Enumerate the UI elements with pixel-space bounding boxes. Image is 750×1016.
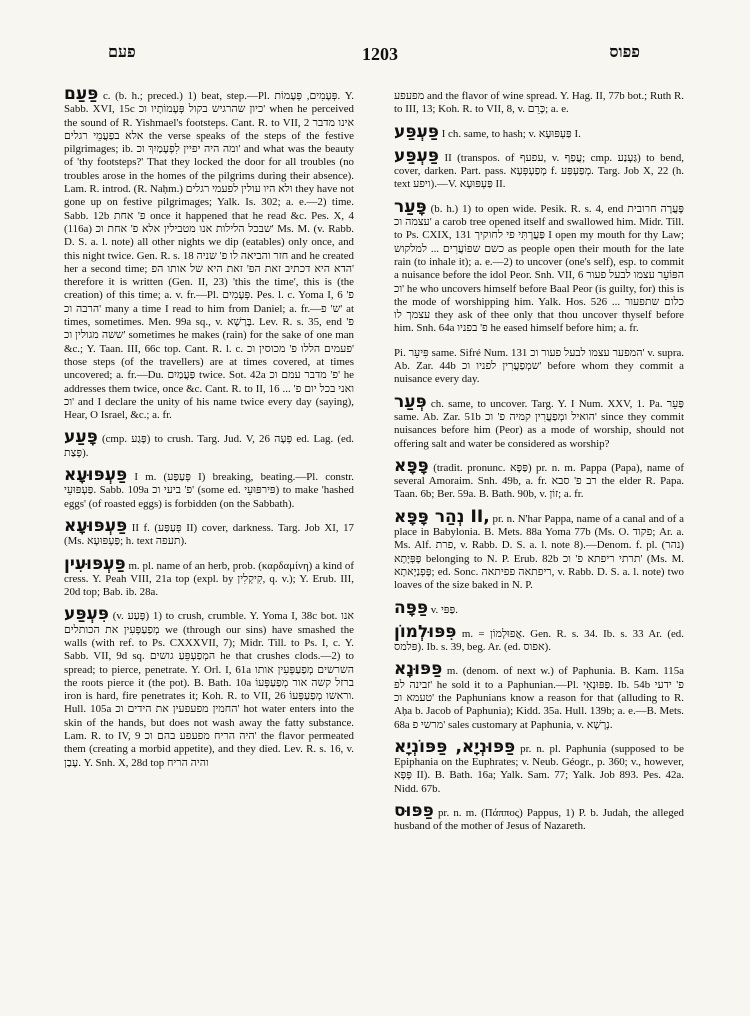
headword: פַּפּוּנְיָא, פַּפּוֹנְיָא [394, 736, 516, 757]
entry [394, 661, 684, 731]
entry-text: m. pl. name of an herb, prob. (καρδαμίνη) a kind of cress. Y. Peah VIII, 21a top (expl. by קִיקְלִין, q. v.); Y. Erub. III, 20d top; Bab. ib. 28a. [64, 559, 354, 599]
entry-text: ch. same, to uncover. Targ. Y. I Num. XXV, 1. Pa. פַּעֵר same. Ab. Zar. 51b הואיל ומְפַעֲרִין קמיה פ' וכ' since they commit nuisances before him (Peor) as a mode of worship, should not offering salt and water be considered as worship? [394, 397, 684, 450]
entry-text: מפעפע and the flavor of wine spread. Y. Hag. II, 77b bot.; Ruth R. to III, 13; Koh. R. to VII, 8, v. כָּרֵם; a. e. [394, 90, 684, 116]
entry [64, 86, 354, 422]
entry [394, 343, 684, 387]
headword: פִּעְפַּע [64, 604, 109, 625]
entry [394, 803, 684, 834]
entry-text: m. = אֲפוּלְמוֹן. Gen. R. s. 34. Ib. s. 33 Ar. (ed. פּלמס). Ib. s. 39, beg. Ar. (ed. אפוס). [394, 627, 684, 654]
entry [394, 196, 684, 336]
entry-text: I m. (פְּעַפַּע I) breaking, beating.—Pl. constr. פַּעְפּוּעֵי. Sabb. 109a פ' ביעי וכ' (some ed. פּירפּוּעֵי) to make 'hashed eggs' (of roasted eggs) is forbidden (on the Sabbath). [64, 471, 354, 510]
headword: נְהַר פָּפָּא II, [394, 506, 490, 527]
entry [394, 506, 684, 593]
headword: פַּפָּה [394, 597, 429, 618]
headword: פַּפּוּס [394, 801, 434, 822]
headword: פָּעַר [394, 196, 427, 217]
entry [394, 391, 684, 451]
entry-text: pr. n. m. (Πάππος) Pappus, 1) P. b. Judah, the alleged husband of the mother of Jesus of Nazareth. [394, 807, 684, 833]
entry [64, 429, 354, 460]
entry-text: m. (denom. of next w.) of Paphunia. B. Kam. 115a זבינה לפ' he sold it to a Paphunian.—Pl. פַּפּוּנָאֵי. Ib. 54b פ' ידעי טעמא וכ' the Paphunians know a reason for that (alluding to R. Aḥa b. Jacob of Paphunia); Kidd. 35a. Hull. 139b; a. e.—B. Mets. 68a מרשי פ' sales customary at Paphunia, v. נְרָשָׁא. [394, 665, 684, 731]
entry-text: I ch. same, to hash; v. פַּעְפּוּעָא I. [438, 127, 581, 140]
right-column [394, 86, 684, 1006]
headword: פָּפָּא [394, 455, 429, 476]
page-header [60, 44, 700, 68]
entry-text: (b. h.) 1) to open wide. Pesik. R. s. 4, end פָּעֲרָה חרובית עצמה וכ' a carob tree opened itself and swallowed him. Midr. Till. to Ps. CXIX, 131 פַּעֲרְתִּי פי לחוקיך I open my mouth for thy Law; כשם שפוֹעֲרִים ... למלקוש as people open their mouth for the late rain (to inhale it); a. e.—2) to uncover (one's self), esp. to commit a nuisance before the idol Peor. Snh. VII, 6 הפּוֹעֵר עצמו לבעל פעור וכ' he who uncovers himself before Baal Peor (is guilty, for) this is the mode of worshipping him. Yalk. Hos. 526 ... כלום שתפעור עצמך לו they ask of thee only that thou uncover thyself before him. Snh. 64a פ' בפניו he eased himself before him; a. fr. [394, 202, 684, 335]
entry [394, 455, 684, 502]
header-catchword-left: פעם [108, 44, 136, 61]
headword: פַּפּוּנָא [394, 659, 443, 680]
entry [394, 597, 684, 618]
entry [394, 145, 684, 192]
entry-text: (cmp. פָּגַע) to crush. Targ. Jud. V, 26 פְּעָה ed. Lag. (ed. פָּצַת). [64, 433, 354, 459]
headword: פַּעַם [64, 86, 99, 104]
entry [64, 467, 354, 511]
headword: פַּעְפּוּעָא [64, 515, 128, 536]
header-catchword-right: פפוס [609, 44, 640, 61]
entry [394, 736, 684, 796]
headword: פַּעְפּוּעָא [64, 465, 128, 486]
entry-text: v. פַּפּי. [428, 603, 458, 616]
headword: פַּעְפַּע [394, 145, 439, 166]
entry-text: II (transpos. of עפעף, v. עֲפַף; cmp. גַּעְנַע) to bend, cover, darken. Part. pass. מְפַעְפְּעָא f. מְפַעְפַּע. Targ. Job X, 22 (h. text ויפע).—V. פַּעְפּוּעָא II. [394, 151, 684, 191]
entry-text: II f. (פְּעַפַּע II) cover, darkness. Targ. Job XI, 17 (Ms. פַּעְפּוּעָא; h. text תעפה). [64, 521, 354, 548]
entry-text: Pi. פִּיעֵר same. Sifré Num. 131 המפער עצמו לבעל פעור וכ' v. supra. Ab. Zar. 44b שמְפַעֲרִין לפניו וכ' before whom they commit a nuisance every day. [394, 346, 684, 386]
entry-text: pr. n. N'har Pappa, name of a canal and of a place in Babylonia. B. Mets. 88a Yoma 77b (Ms. O. פקוד; Ar. a. Ms. Alf. פרת, v. Rabb. D. S. a. l. note 8).—Denom. f. pl. (נהר) פָּפְּיָתָא belonging to N. P. Erub. 82b תרתי ריפתא פ' וכ' (Ms. M. פָּפְנַיָאתָא; ed. Sonc. ריפתאה פפיתאה, v. Rabb. D. S. a. l. note) two loaves of the size baked in N. P. [394, 512, 684, 592]
left-column [64, 86, 354, 1006]
entry-text: (tradit. pronunc. פַּפָּא) pr. n. m. Pappa (Papa), name of several Amoraim. Snh. 49b, a. fr. רב פ' סבא the elder R. Papa. Taan. 6b; Ber. 59a. B. Bath. 90b, v. זוֹן; a. fr. [394, 461, 684, 501]
entry [64, 553, 354, 600]
headword: פָּעַע [64, 427, 98, 448]
headword: פַּעְפּוּעִין [64, 553, 126, 574]
entry-text: c. (b. h.; preced.) 1) beat, step.—Pl. פְּעָמִים, פְּעָמוֹת. Y. Sabb. XVI, 15c כיון שהרגיש בקול פְּעָמוֹתָיו וכ' when he perceived the sound of R. Yishmael's footsteps. Cant. R. to VII, 2 אינו מדבר אלא בפַעֲמֵי רגלים the verse speaks of the steps of the festive pilgrimages; ib. ומה היה יפיין לִפְעָמַיִךְ וכ' and what was the beauty of 'thy footsteps?' That they locked the door for all troubles (no troubles arose in the homes of the pilgrims during their absence). Lam. R. introd. (R. Naḥm.) ולא היו עולין לפעמי רגלים they have not gone up on festive pilgrimages; Yalk. Is. 302; a. e.—2) time. Sabb. 12b פ' אחת once it happened that he read &c. Pes. X, 4 (116a) שבכל הלילות אנו מטבילין אלא פ' אחת וכ' Ms. M. (v. Rabb. D. S. a. l. note) all other nights we dip (eatables) only once, and this night twice. Gen. R. s. 18 חזר והביאה לו פ' שניה and he created her a second time; הדא היא דכתיב זאת הפ' זאת היא של אותו הפ' therefore it is written (Gen. II, 23) 'this the time', this is (the creation) of this time; a. v. fr.—Pl. פְּעָמִים. Pes. l. c. Yoma I, 6 פ' הרבה וכ' many a time I read to him from Daniel; a. fr.—ש' פ' at times, sometimes. Men. 99a sq., v. בָּרַשָׁא. Lev. R. s. 35, end פ' ששה מגולין וכ' sometimes he makes (rain) for the sake of one man &c.; Y. Taan. III, 66c top. Cant. R. l. c. פעמים הללו פ' מכוסין וכ' those steps (of the travellers) are at times covered, at times uncovered; a. fr.—Du. פַּעֲמַיִם twice. Sot. 42a פ' מדבר עמם וכ' he addresses them twice, once &c. Cant. R. to II, 16 ... ואני בכל יום פ' וכ' and I declare the unity of his name twice every day (saying), Hear, O Israel, &c.; a. fr. [64, 90, 354, 422]
headword: פְּעַר [394, 391, 427, 412]
entry-text: (v. פָּעַע) 1) to crush, crumble. Y. Yoma I, 38c bot. אנו מְפַעַפְּעִין את הכותלים we (through our sins) have smashed the walls (with ref. to Ps. CXXXVII, 7); Midr. Till. to Ps. I, c. Y. Sabb. VII, 9d sq. המְפַעְפֵּעַ גושים he that crushes clods.—2) to spread; to pierce, penetrate. Y. Orl. I, 61a השרשים מְפַעַפְּעִין אותו the roots pierce it (the pot). B. Bath. 10a ברזל קשה אור מְפַעַפְּעוֹ iron is hard, fire penetrates it; Koh. R. to VII, 26 וראשו מְפַעַפְּעוֹ. Hull. 105a החמין מפעפעין את הידים וכ' hot water enters into the skin of the hands, but does not wash away the fatty substance. Lam. R. to IV, 9 היה הריח מפעפע בהם וכ' the flavor permeated them (creating a morbid appetite), and they died. Lev. R. s. 16, v. עָבַן. Y. Snh. X, 28d top והיה הריח [64, 610, 354, 769]
headword: פִּפּוּלְמוֹן [394, 621, 457, 642]
entry [394, 621, 684, 655]
entry [64, 606, 354, 770]
page-number: 1203 [362, 44, 398, 64]
entry [394, 121, 684, 142]
entry [394, 86, 684, 117]
entry [64, 515, 354, 549]
headword: פַּעְפַּע [394, 121, 439, 142]
entry-text: pr. n. pl. Paphunia (supposed to be Epiphania on the Euphrates; v. Neub. Géogr., p. 360; v., however, פָּפָּא II). B. Bath. 16a; Yalk. Sam. 77; Yalk. Job 893. Pes. 42a. Nidd. 67b. [394, 742, 684, 795]
